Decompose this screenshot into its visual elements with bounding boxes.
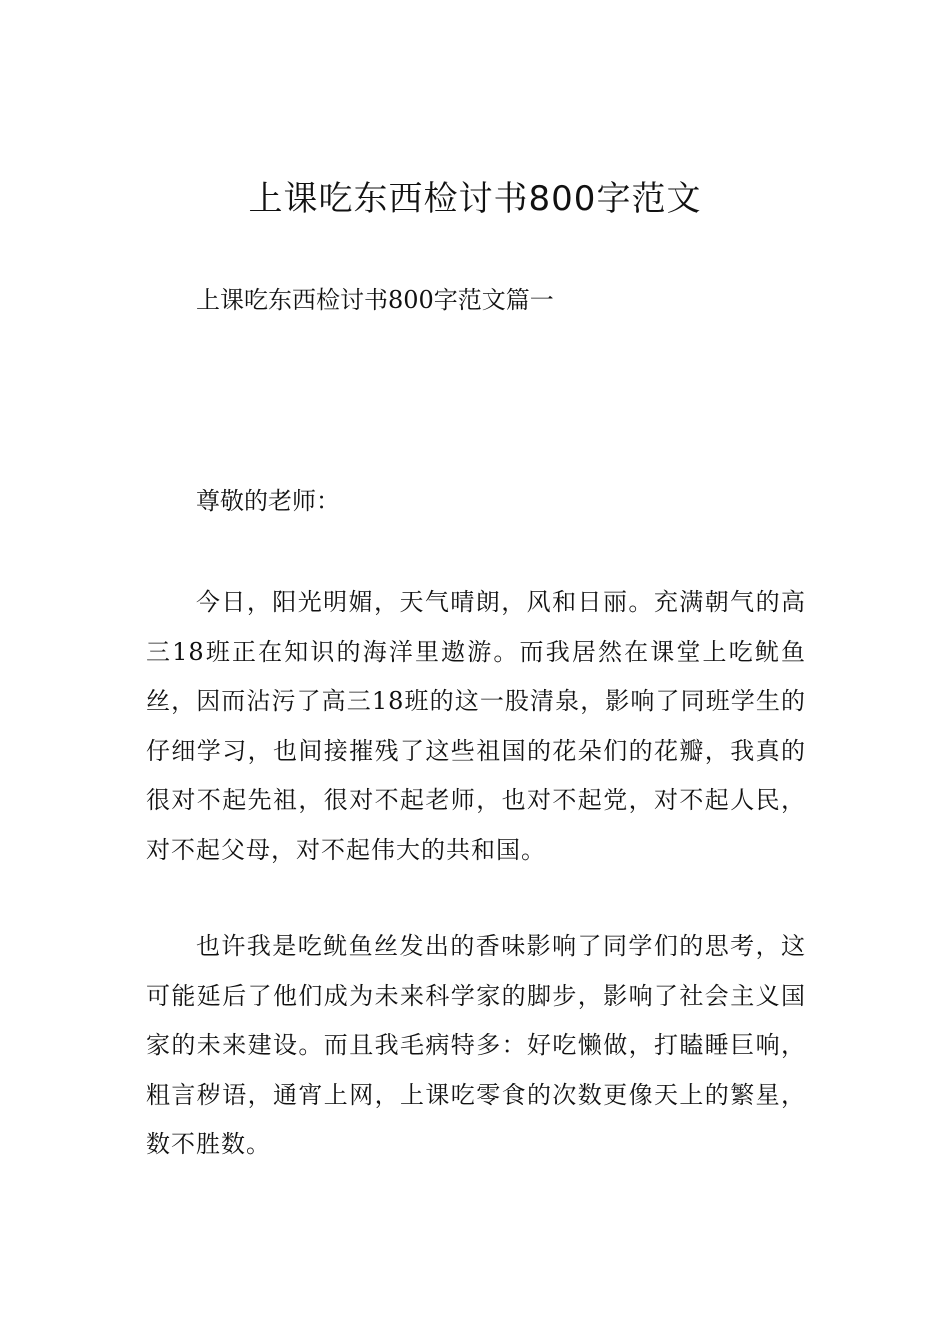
- document-title: 上课吃东西检讨书800字范文: [248, 179, 702, 219]
- document-subtitle: 上课吃东西检讨书800字范文篇一: [196, 286, 554, 314]
- salutation: 尊敬的老师：: [196, 487, 340, 515]
- body-paragraph-1: 今日，阳光明媚，天气晴朗，风和日丽。充满朝气的高三18班正在知识的海洋里遨游。而我居然在课堂上吃鱿鱼丝，因而沾污了高三18班的这一股清泉，影响了同班学生的仔细学习，也间接摧残了这些祖国的花朵们的花瓣，我真的很对不起先祖，很对不起老师，也对不起党，对不起人民，对不起父母，对不起伟大的共和国。: [146, 588, 806, 864]
- body-paragraph-2: 也许我是吃鱿鱼丝发出的香味影响了同学们的思考，这可能延后了他们成为未来科学家的脚步，影响了社会主义国家的未来建设。而且我毛病特多：好吃懒做，打瞌睡巨响，粗言秽语，通宵上网，上课吃零食的次数更像天上的繁星，数不胜数。: [146, 932, 806, 1159]
